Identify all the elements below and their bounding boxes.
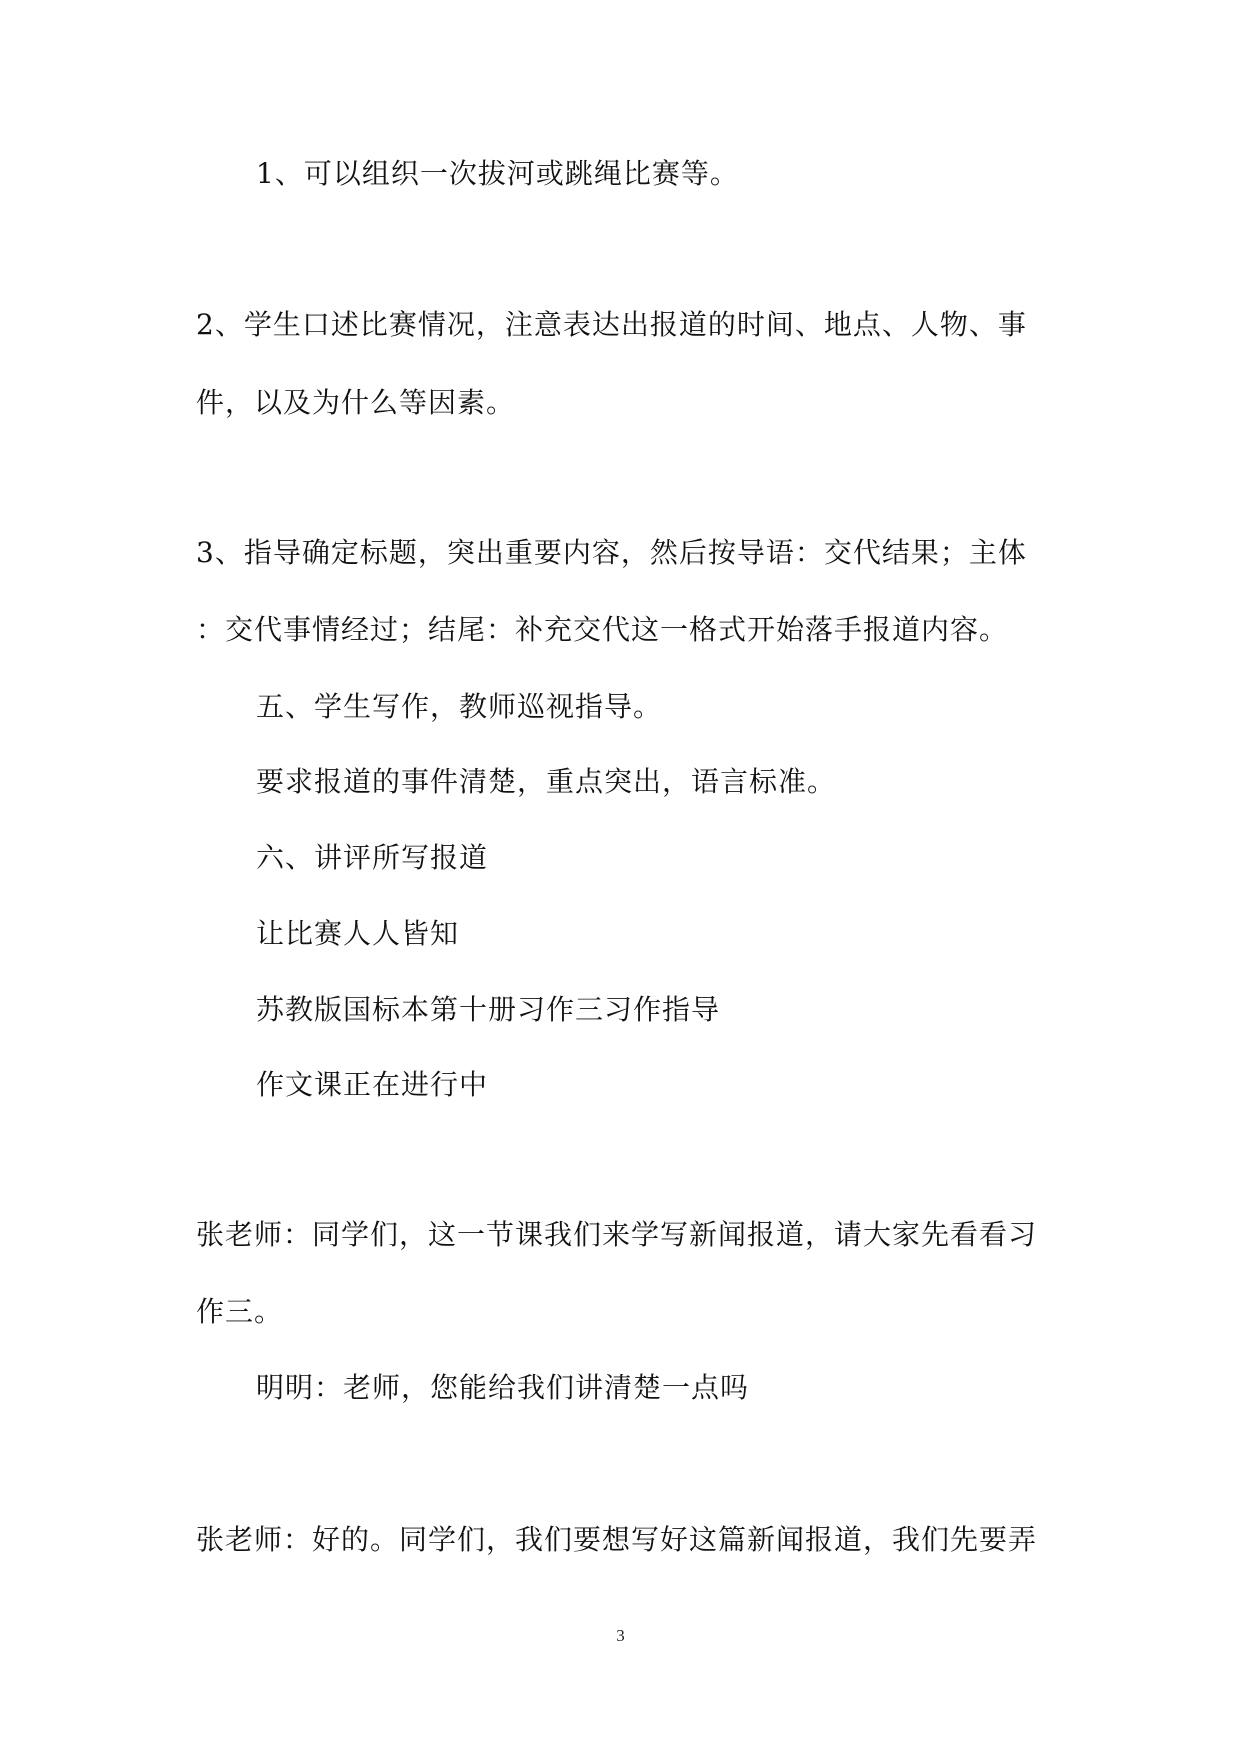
text-line-1: 1、可以组织一次拔河或跳绳比赛等。	[256, 157, 739, 190]
text-line-2: 2、学生口述比赛情况，注意表达出报道的时间、地点、人物、事	[196, 308, 1027, 341]
text-line-6: 五、学生写作，教师巡视指导。	[256, 690, 663, 723]
text-line-11: 作文课正在进行中	[256, 1068, 489, 1101]
text-line-5: ：交代事情经过；结尾：补充交代这一格式开始落手报道内容。	[196, 613, 1009, 646]
text-line-7: 要求报道的事件清楚，重点突出，语言标准。	[256, 765, 837, 798]
text-line-9: 让比赛人人皆知	[256, 917, 460, 950]
text-line-10: 苏教版国标本第十册习作三习作指导	[256, 993, 721, 1026]
text-line-13: 作三。	[196, 1295, 284, 1328]
text-line-3: 件，以及为什么等因素。	[196, 386, 516, 419]
text-line-12: 张老师：同学们，这一节课我们来学写新闻报道，请大家先看看习	[196, 1218, 1038, 1251]
text-line-14: 明明：老师，您能给我们讲清楚一点吗	[256, 1371, 750, 1404]
text-line-15: 张老师：好的。同学们，我们要想写好这篇新闻报道，我们先要弄	[196, 1523, 1038, 1556]
text-line-8: 六、讲评所写报道	[256, 841, 489, 874]
text-line-4: 3、指导确定标题，突出重要内容，然后按导语：交代结果；主体	[196, 536, 1027, 569]
page-number: 3	[616, 1626, 625, 1645]
